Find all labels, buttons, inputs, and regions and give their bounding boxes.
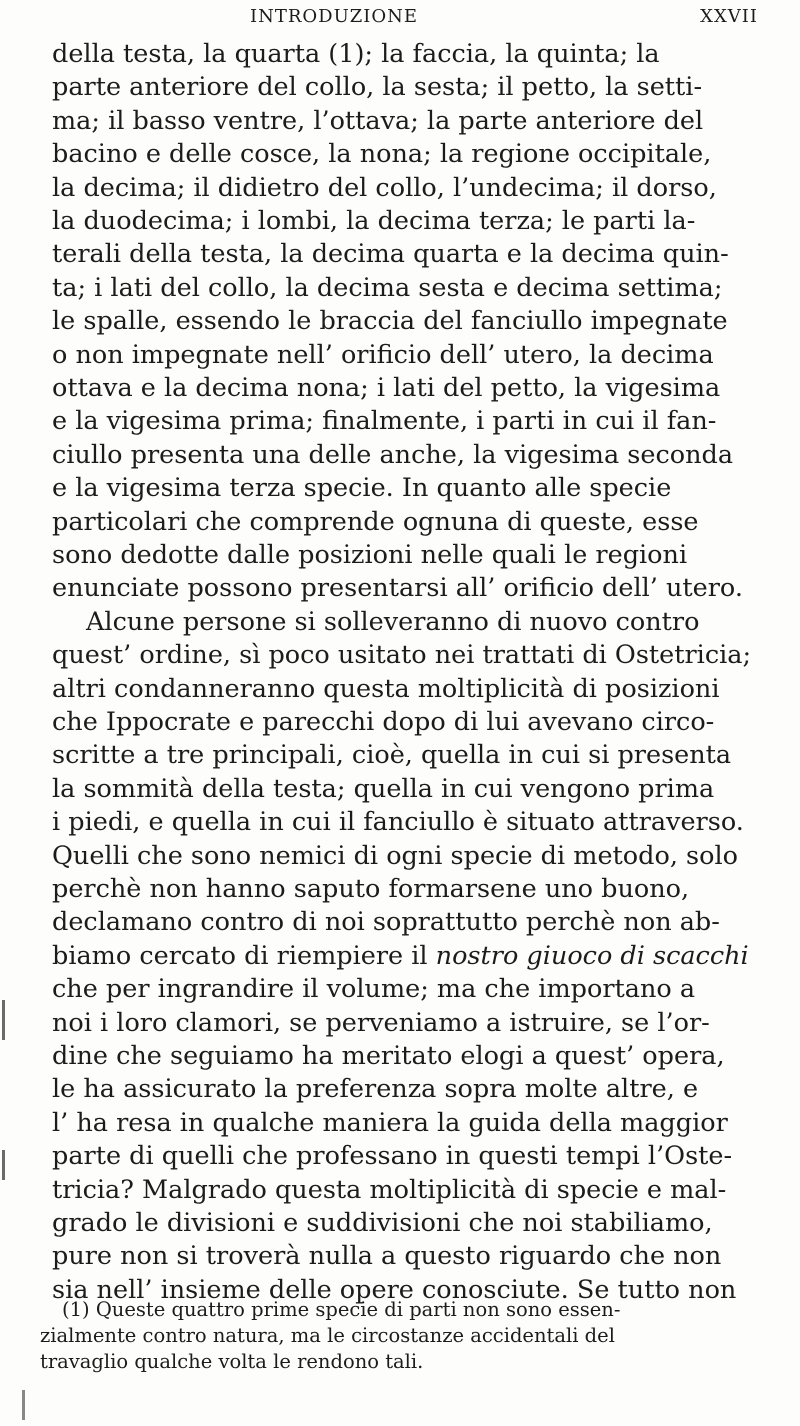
text-line: quest’ ordine, sì poco usitato nei trattati di Ostetricia; — [52, 640, 752, 671]
footnote-line: travaglio qualche volta le rendono tali. — [40, 1350, 424, 1373]
page-edge-mark — [22, 1390, 25, 1420]
text-line: o non impegnate nell’ orificio dell’ utero, la decima — [52, 339, 714, 370]
text-line: la duodecima; i lombi, la decima terza; le parti la- — [52, 206, 696, 236]
text-line: terali della testa, la decima quarta e la decima quin- — [52, 239, 729, 270]
italic-phrase: nostro giuoco di scacchi — [435, 940, 749, 971]
text-line: che per ingrandire il volume; ma che importano a — [52, 974, 696, 1005]
gutter-shadow — [2, 1150, 5, 1180]
text-line: parte anteriore del collo, la sesta; il petto, la setti- — [52, 72, 703, 103]
footnote-line: zialmente contro natura, ma le circostanze accidentali del — [40, 1324, 615, 1347]
running-header — [250, 6, 758, 36]
text-line — [52, 938, 749, 974]
footnote-line: (1) Queste quattro prime specie di parti non sono essen- — [62, 1298, 621, 1321]
text-line: sono dedotte dalle posizioni nelle quali le regioni — [52, 540, 688, 570]
text-line: particolari che comprende ognuna di queste, esse — [52, 506, 699, 537]
text-line: ciullo presenta una delle anche, la vigesima seconda — [52, 439, 734, 470]
text-line: enunciate possono presentarsi all’ orificio dell’ utero. — [52, 573, 743, 604]
text-span: biamo cercato di riempiere il — [52, 940, 436, 971]
text-line: tricia? Malgrado questa moltiplicità di specie e mal- — [52, 1174, 727, 1205]
text-line: le spalle, essendo le braccia del fanciullo impegnate — [52, 306, 728, 337]
gutter-shadow — [2, 1000, 5, 1040]
text-line: ma; il basso ventre, l’ottava; la parte anteriore del — [52, 105, 704, 136]
text-line: noi i loro clamori, se perveniamo a istruire, se l’or- — [52, 1007, 710, 1038]
page-number: XXVII — [700, 6, 758, 27]
text-line: dine che seguiamo ha meritato elogi a quest’ opera, — [52, 1041, 725, 1071]
text-line: grado le divisioni e suddivisioni che noi stabiliamo, — [52, 1208, 713, 1238]
text-line: della testa, la quarta (1); la faccia, la quinta; la — [52, 39, 660, 69]
text-line: Alcune persone si solleveranno di nuovo contro — [86, 606, 700, 637]
text-line: pure non si troverà nulla a questo riguardo che non — [52, 1241, 722, 1272]
text-line: perchè non hanno saputo formarsene uno buono, — [52, 874, 690, 904]
text-line: parte di quelli che professano in questi tempi l’Oste- — [52, 1141, 733, 1172]
text-line: scritte a tre principali, cioè, quella in cui si presenta — [52, 740, 732, 771]
text-line: ta; i lati del collo, la decima sesta e decima settima; — [52, 272, 723, 303]
text-line: l’ ha resa in qualche maniera la guida della maggior — [52, 1107, 728, 1138]
binding-gutter — [0, 0, 14, 1426]
text-line: ottava e la decima nona; i lati del petto, la vigesima — [52, 373, 721, 403]
text-line: Quelli che sono nemici di ogni specie di metodo, solo — [52, 840, 738, 871]
text-line: la decima; il didietro del collo, l’undecima; il dorso, — [52, 172, 717, 203]
text-line: bacino e delle cosce, la nona; la regione occipitale, — [52, 139, 712, 170]
text-line: sia nell’ insieme delle opere conosciute. Se tutto non — [52, 1274, 737, 1305]
text-line: e la vigesima terza specie. In quanto alle specie — [52, 473, 672, 504]
text-line: che Ippocrate e parecchi dopo di lui avevano circo- — [52, 707, 715, 737]
text-line: la sommità della testa; quella in cui vengono prima — [52, 773, 715, 804]
text-line: altri condanneranno questa moltiplicità di posizioni — [52, 673, 720, 704]
text-line: le ha assicurato la preferenza sopra molte altre, e — [52, 1074, 699, 1105]
text-line: e la vigesima prima; finalmente, i parti in cui il fan- — [52, 406, 717, 437]
text-line: declamano contro di noi soprattutto perchè non ab- — [52, 907, 720, 938]
running-title: INTRODUZIONE — [250, 6, 419, 27]
text-line: i piedi, e quella in cui il fanciullo è situato attraverso. — [52, 807, 744, 838]
